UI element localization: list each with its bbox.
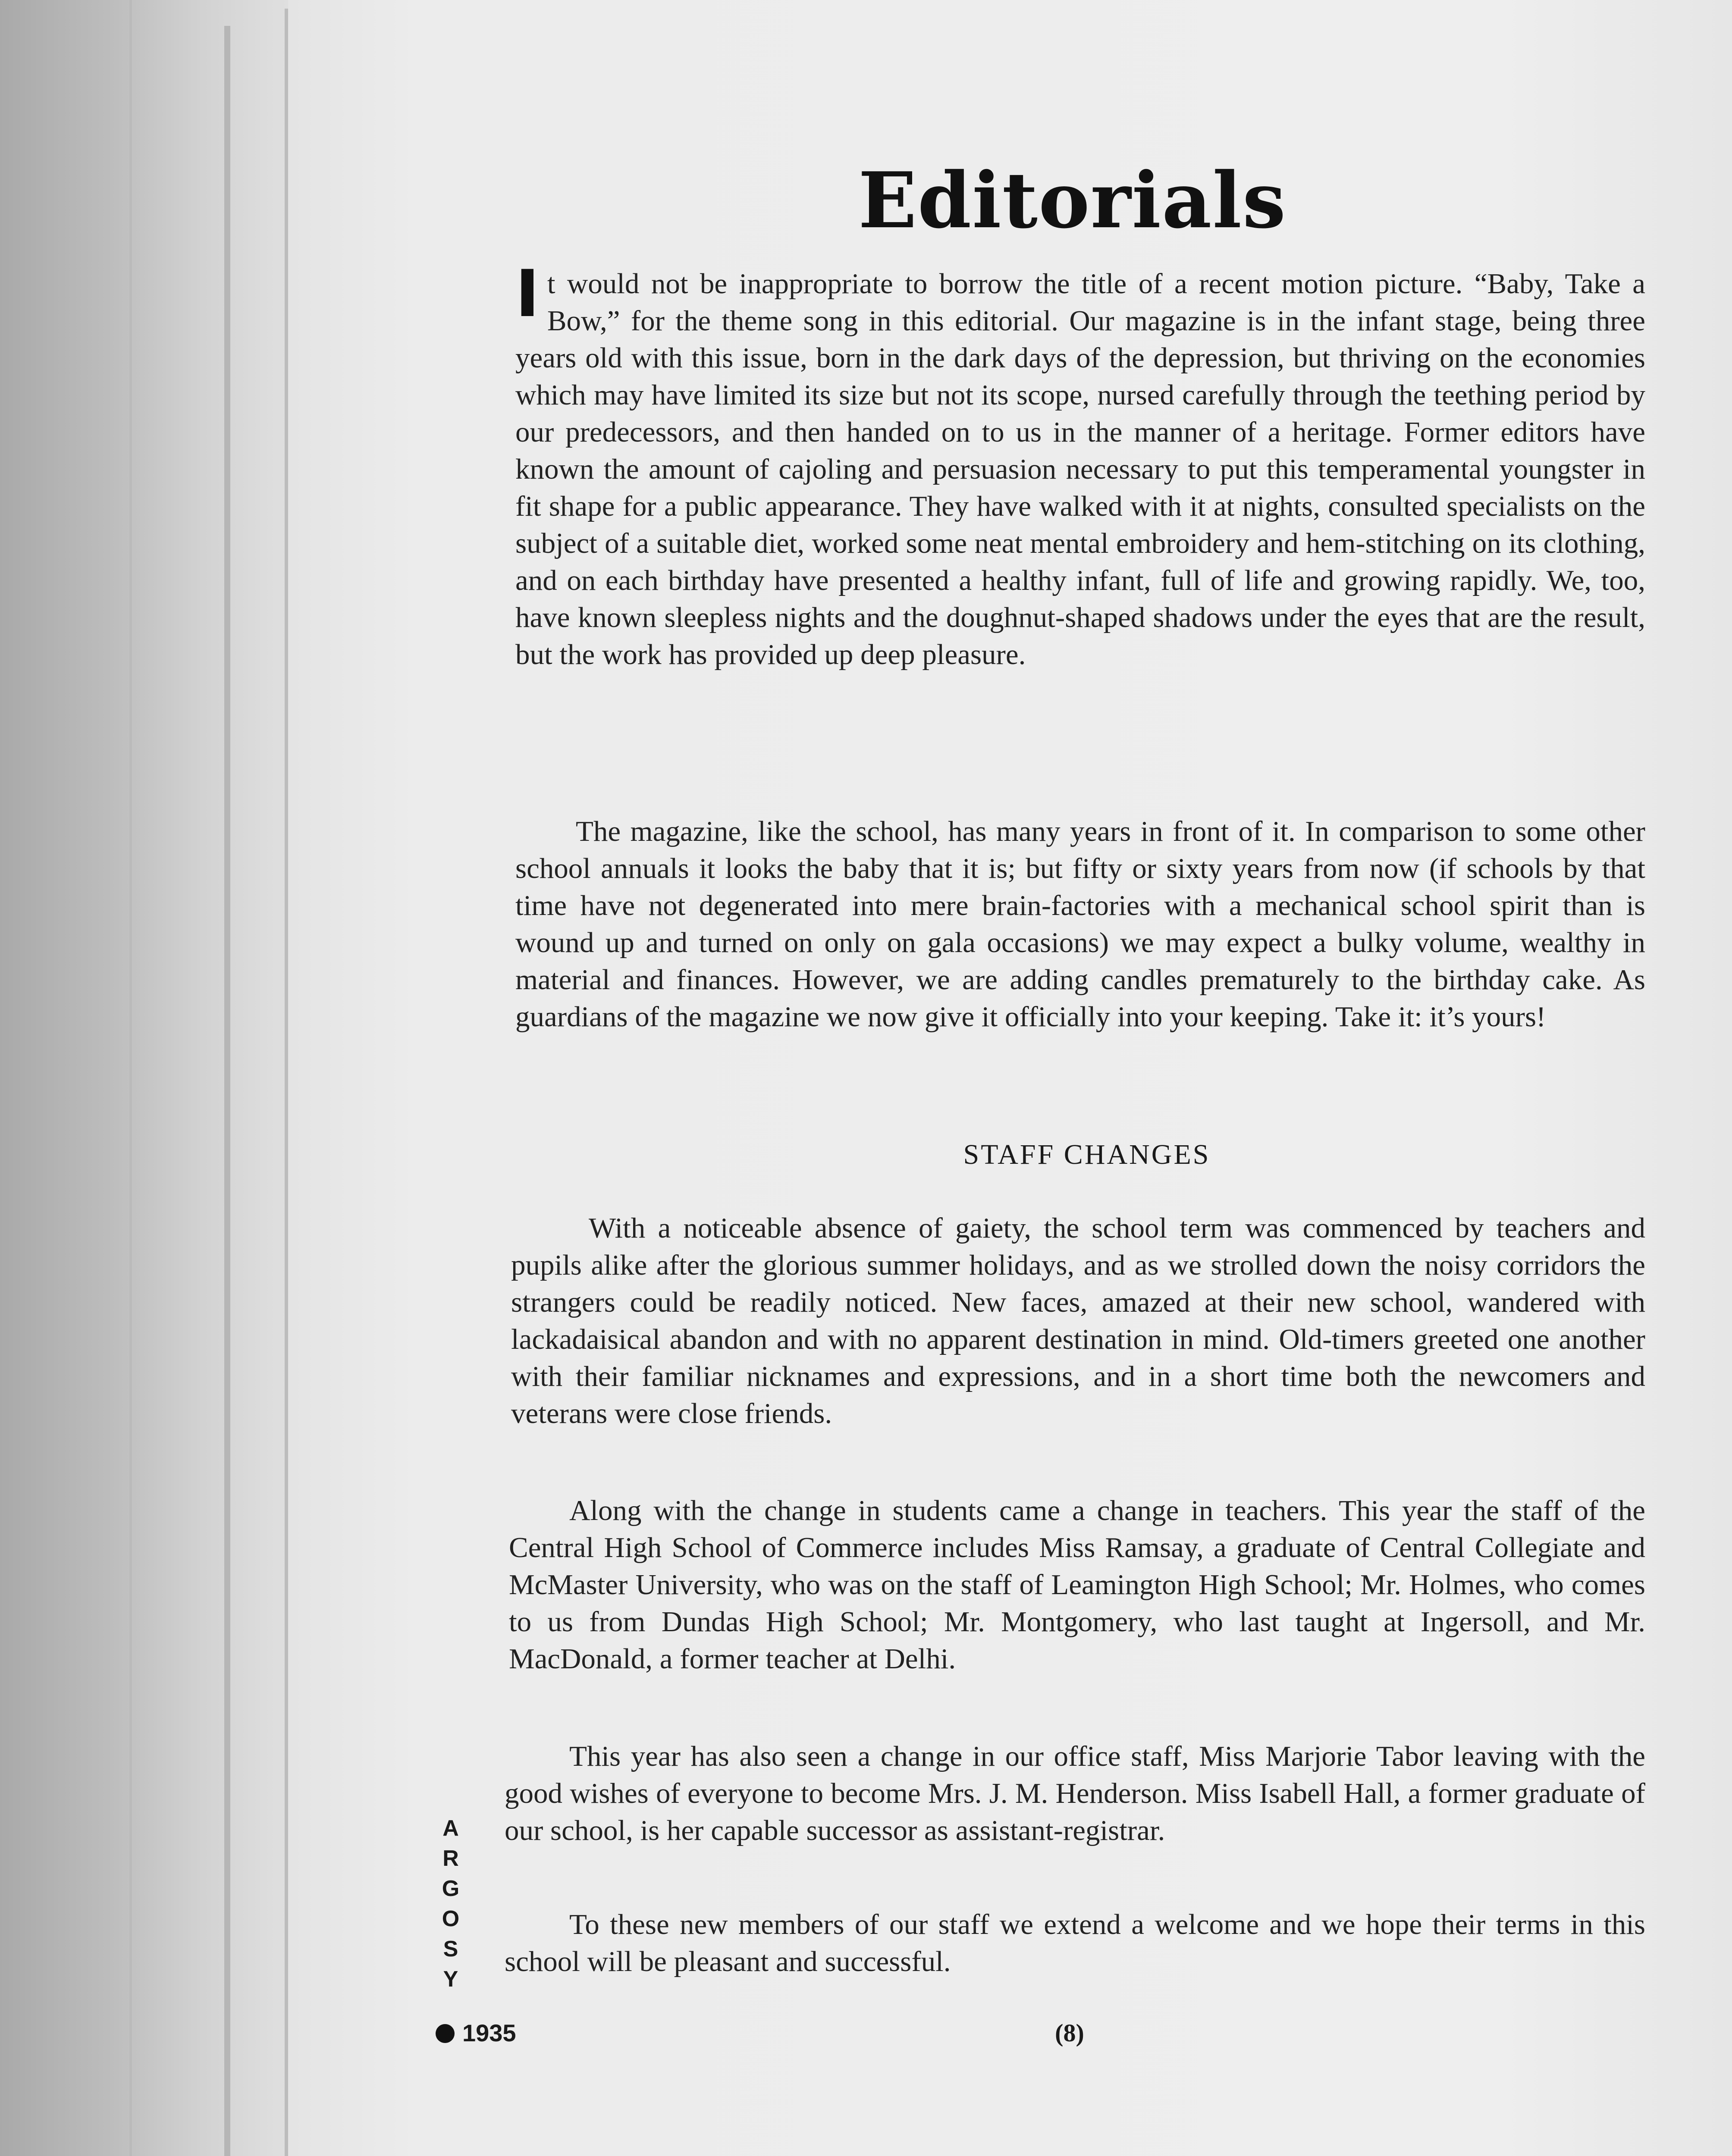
section-heading: STAFF CHANGES: [963, 1139, 1211, 1170]
page-number: (8): [1055, 2019, 1084, 2047]
page-edge: [285, 9, 288, 2156]
staff-paragraph-2: Along with the change in students came a change in teachers. This year the staff of the Central High School of Commerce includes Miss Ramsay, a graduate of Central Collegiate and McMaster University, who was on the staff of Leamington High School; Mr. Holmes, who comes to us from Dundas High School; Mr. Montgomery, who last taught at Ingersoll, and Mr. MacDonald, a former teacher at Delhi.: [509, 1495, 1645, 1675]
side-letter: O: [442, 1906, 460, 1931]
side-letter: S: [443, 1937, 458, 1962]
editorial-paragraph-1-text: t would not be inappropriate to borrow the title of a recent motion picture. “Baby, Take a Bow,” for the theme song in this editorial. Our magazine is in the infant stage, being three years old with this issue, born in the dark days of the depression, but thriving on the economies which may have limited its size but not its scope, nursed carefully through the teething period by our predecessors, and then handed on to us in the manner of a heritage. Former editors have known the amount of cajoling and persuasion necessary to put this temperamental youngster in fit shape for a public appearance. They have walked with it at nights, consulted specialists on the subject of a suitable diet, worked some neat mental embroidery and hem-stitching on its clothing, and on each birthday have presented a healthy infant, full of life and growing rapidly. We, too, have known sleepless nights and the doughnut-shaped shadows under the eyes that are the result, but the work has provided up deep pleasure.: [515, 268, 1645, 671]
footer-year: 1935: [462, 2019, 516, 2046]
page-edge: [224, 26, 230, 2156]
page-title: Editorials: [858, 155, 1287, 245]
drop-cap: I: [515, 257, 540, 332]
side-letter: G: [442, 1876, 460, 1901]
staff-paragraph-4: To these new members of our staff we extend a welcome and we hope their terms in this school will be pleasant and successful.: [505, 1908, 1645, 1977]
page-edge: [129, 0, 132, 2156]
bullet-icon: [436, 2024, 455, 2043]
side-letter: A: [442, 1816, 459, 1841]
editorial-paragraph-1: [515, 257, 1645, 673]
side-letter: Y: [443, 1967, 458, 1992]
staff-paragraph-1: With a noticeable absence of gaiety, the school term was commenced by teachers and pupils alike after the glorious summer holidays, and as we strolled down the noisy corridors the strangers could be readily noticed. New faces, amazed at their new school, wandered with lackadaisical abandon and with no apparent destination in mind. Old-timers greeted one another with their familiar nicknames and expressions, and in a short time both the newcomers and veterans were close friends.: [511, 1212, 1645, 1429]
vertical-magazine-name: [438, 1813, 464, 1994]
staff-paragraph-3: This year has also seen a change in our office staff, Miss Marjorie Tabor leaving with the good wishes of everyone to become Mrs. J. M. Henderson. Miss Isabell Hall, a former graduate of our school, is her capable successor as assistant-registrar.: [505, 1740, 1645, 1846]
side-letter: R: [442, 1846, 459, 1871]
editorial-paragraph-2: The magazine, like the school, has many years in front of it. In comparison to some other school annuals it looks the baby that it is; but fifty or sixty years from now (if schools by that time have not degenerated into mere brain-factories with a mechanical school spirit than is wound up and turned on only on gala occasions) we may expect a bulky volume, wealthy in material and finances. However, we are adding candles prematurely to the birthday cake. As guardians of the magazine we now give it officially into your keeping. Take it: it’s yours!: [515, 815, 1645, 1033]
